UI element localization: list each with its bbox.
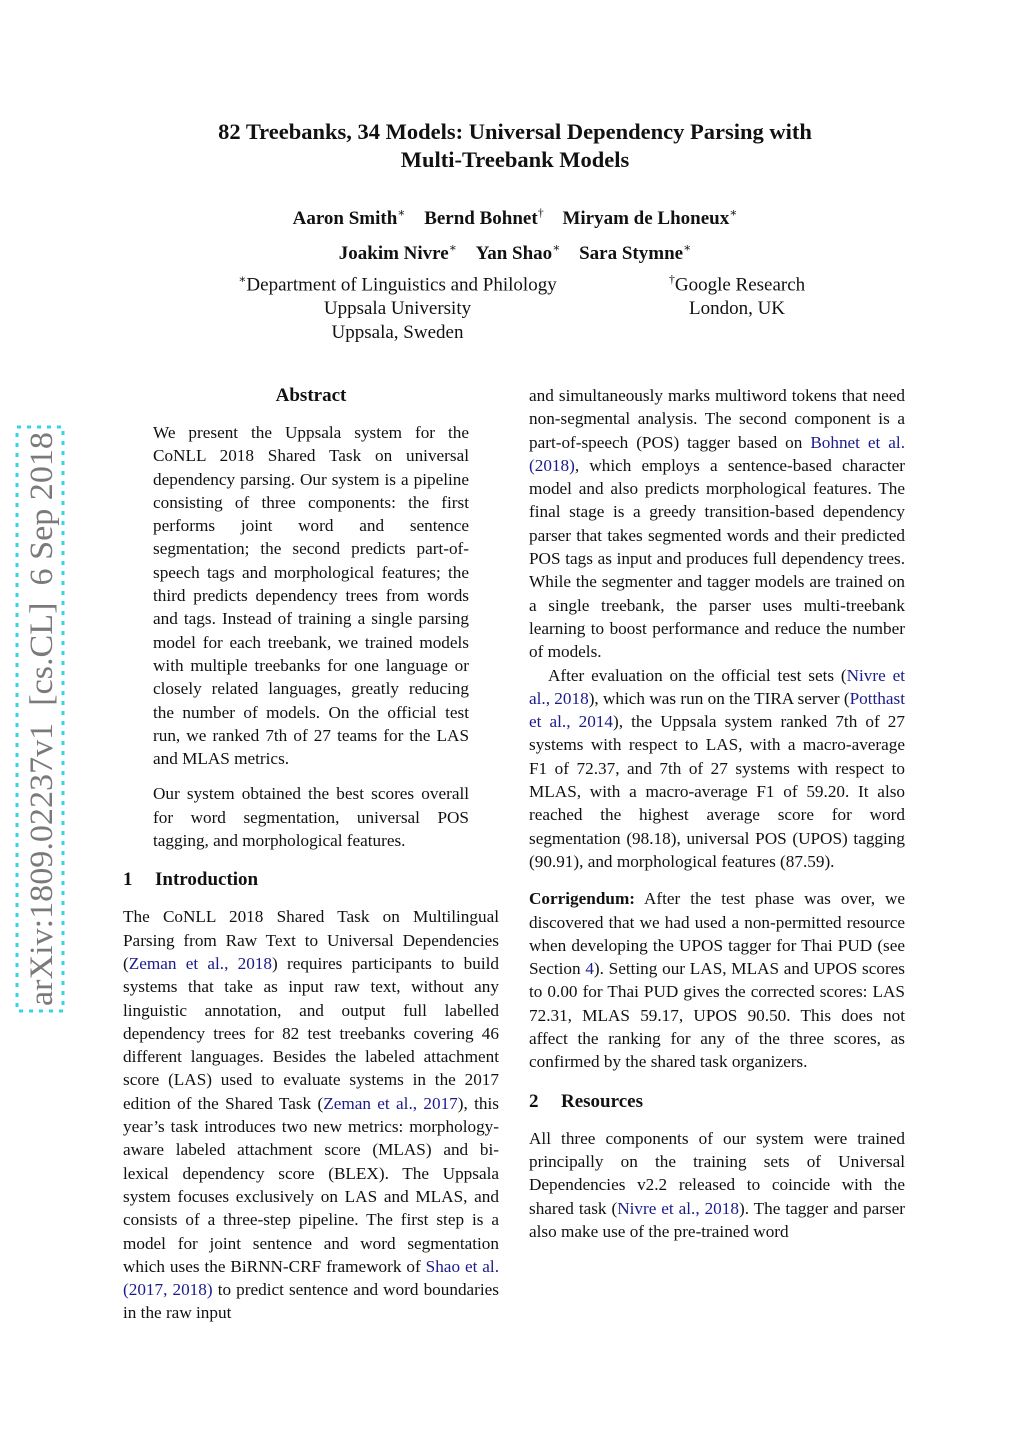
corrigendum-paragraph: Corrigendum: After the test phase was over, we discovered that we had used a non-permitted resource when developing the UPOS tagger for Thai PUD (see Section 4). Setting our LAS, MLAS and UPOS scores to 0.00 for Thai PUD gives the corrected scores: LAS 72.31, MLAS 59.17, UPOS 90.50. This does not affect the ranking for any of the three scores, as confirmed by the shared task organizers. [529, 889, 905, 1072]
intro-paragraph: The CoNLL 2018 Shared Task on Multilingual Parsing from Raw Text to Universal Dependencies (Zeman et al., 2018) requires participants to build systems that take as input raw text, without any linguistic annotation, and output full labelled dependency trees for 82 test treebanks covering 46 different languages. Besides the labeled attachment score (LAS) used to evaluate systems in the 2017 edition of the Shared Task (Zeman et al., 2017), this year’s task introduces two new metrics: morphology-aware labeled attachment score (MLAS) and bi-lexical dependency score (BLEX). The Uppsala system focuses exclusively on LAS and MLAS, and consists of a three-step pipeline. The first step is a model for joint sentence and word segmentation which uses the BiRNN-CRF framework of Shao et al. (2017, 2018) to predict sentence and word boundaries in the raw input [123, 907, 499, 1323]
affiliation-uppsala: ∗Department of Linguistics and Philology Uppsala University Uppsala, Sweden [238, 272, 557, 344]
author-name: Bernd Bohnet† [424, 206, 544, 230]
section-heading-resources: 2 Resources [529, 1090, 643, 1112]
citation-link[interactable]: Zeman et al., 2018 [128, 953, 272, 973]
title-line-1: 82 Treebanks, 34 Models: Universal Dependency Parsing with [218, 119, 812, 144]
author-name: Joakim Nivre∗ [338, 240, 457, 264]
affiliation-google: †Google Research London, UK [668, 272, 806, 320]
citation-link[interactable]: Nivre et al., 2018 [529, 665, 905, 708]
author-list [150, 199, 880, 268]
abstract-paragraph: We present the Uppsala system for the CoNLL 2018 Shared Task on universal dependency parsing. Our system is a pipeline consisting of three components: the first performs joint word and sentence segmentation; the second predicts part-of-speech tags and morphological features; the third predicts dependency trees from words and tags. Instead of training a single parsing model for each treebank, we trained models with multiple treebanks for one language or closely related languages, greatly reducing the number of models. On the official test run, we ranked 7th of 27 teams for the LAS and MLAS metrics. [153, 423, 469, 769]
abstract-paragraph: Our system obtained the best scores overall for word segmentation, universal POS tagging, and morphological features. [153, 784, 469, 851]
citation-link[interactable]: Potthast et al., 2014 [529, 688, 905, 732]
citation-link[interactable]: Zeman et al., 2017 [323, 1093, 458, 1113]
left-column [123, 384, 499, 1325]
citation-link[interactable]: Nivre et al., 2018 [617, 1198, 739, 1218]
right-column [529, 384, 905, 1243]
resources-paragraph: All three components of our system were trained principally on the training sets of Universal Dependencies v2.2 released to coincide with the shared task (Nivre et al., 2018). The tagger and parser also make use of the pre-trained word [529, 1128, 905, 1241]
title-line-2: Multi-Treebank Models [400, 147, 630, 172]
author-row [150, 199, 880, 233]
arxiv-identifier-stamp [14, 424, 66, 1014]
author-name: Yan Shao∗ [475, 240, 561, 264]
citation-link[interactable]: Bohnet et al. (2018) [529, 432, 905, 475]
section-reference-link[interactable]: 4 [585, 959, 594, 979]
intro-continuation-paragraph: and simultaneously marks multiword tokens that need non-segmental analysis. The second component is a part-of-speech (POS) tagger based on Bohnet et al. (2018), which employs a sentence-based character model and also predicts morphological features. The final stage is a greedy transition-based dependency parser that takes segmented words and their predicted POS tags as input and produces full dependency trees. While the segmenter and tagger models are trained on a single treebank, the parser uses multi-treebank learning to boost performance and reduce the number of models. [529, 386, 905, 662]
abstract-heading: Abstract [275, 385, 347, 406]
citation-link[interactable]: Shao et al. (2017, 2018) [123, 1256, 499, 1300]
author-name: Aaron Smith∗ [292, 206, 406, 230]
abstract-body [153, 421, 469, 852]
author-name: Miryam de Lhoneux∗ [562, 206, 738, 230]
author-row [150, 233, 880, 267]
paper-title [150, 118, 880, 174]
author-name: Sara Stymne∗ [579, 240, 692, 264]
evaluation-paragraph: After evaluation on the official test sets (Nivre et al., 2018), which was run on the TIRA server (Potthast et al., 2014), the Uppsala system ranked 7th of 27 systems with respect to LAS, with a macro-average F1 of 72.37, and 7th of 27 systems with respect to MLAS, with a macro-average F1 of 59.20. It also reached the highest average score for word segmentation (98.18), universal POS (UPOS) tagging (90.91), and morphological features (87.59). [529, 665, 905, 871]
arxiv-identifier-text: arXiv:1809.02237v1 [cs.CL] 6 Sep 2018 [24, 450, 60, 1006]
section-heading-introduction: 1 Introduction [123, 869, 259, 891]
